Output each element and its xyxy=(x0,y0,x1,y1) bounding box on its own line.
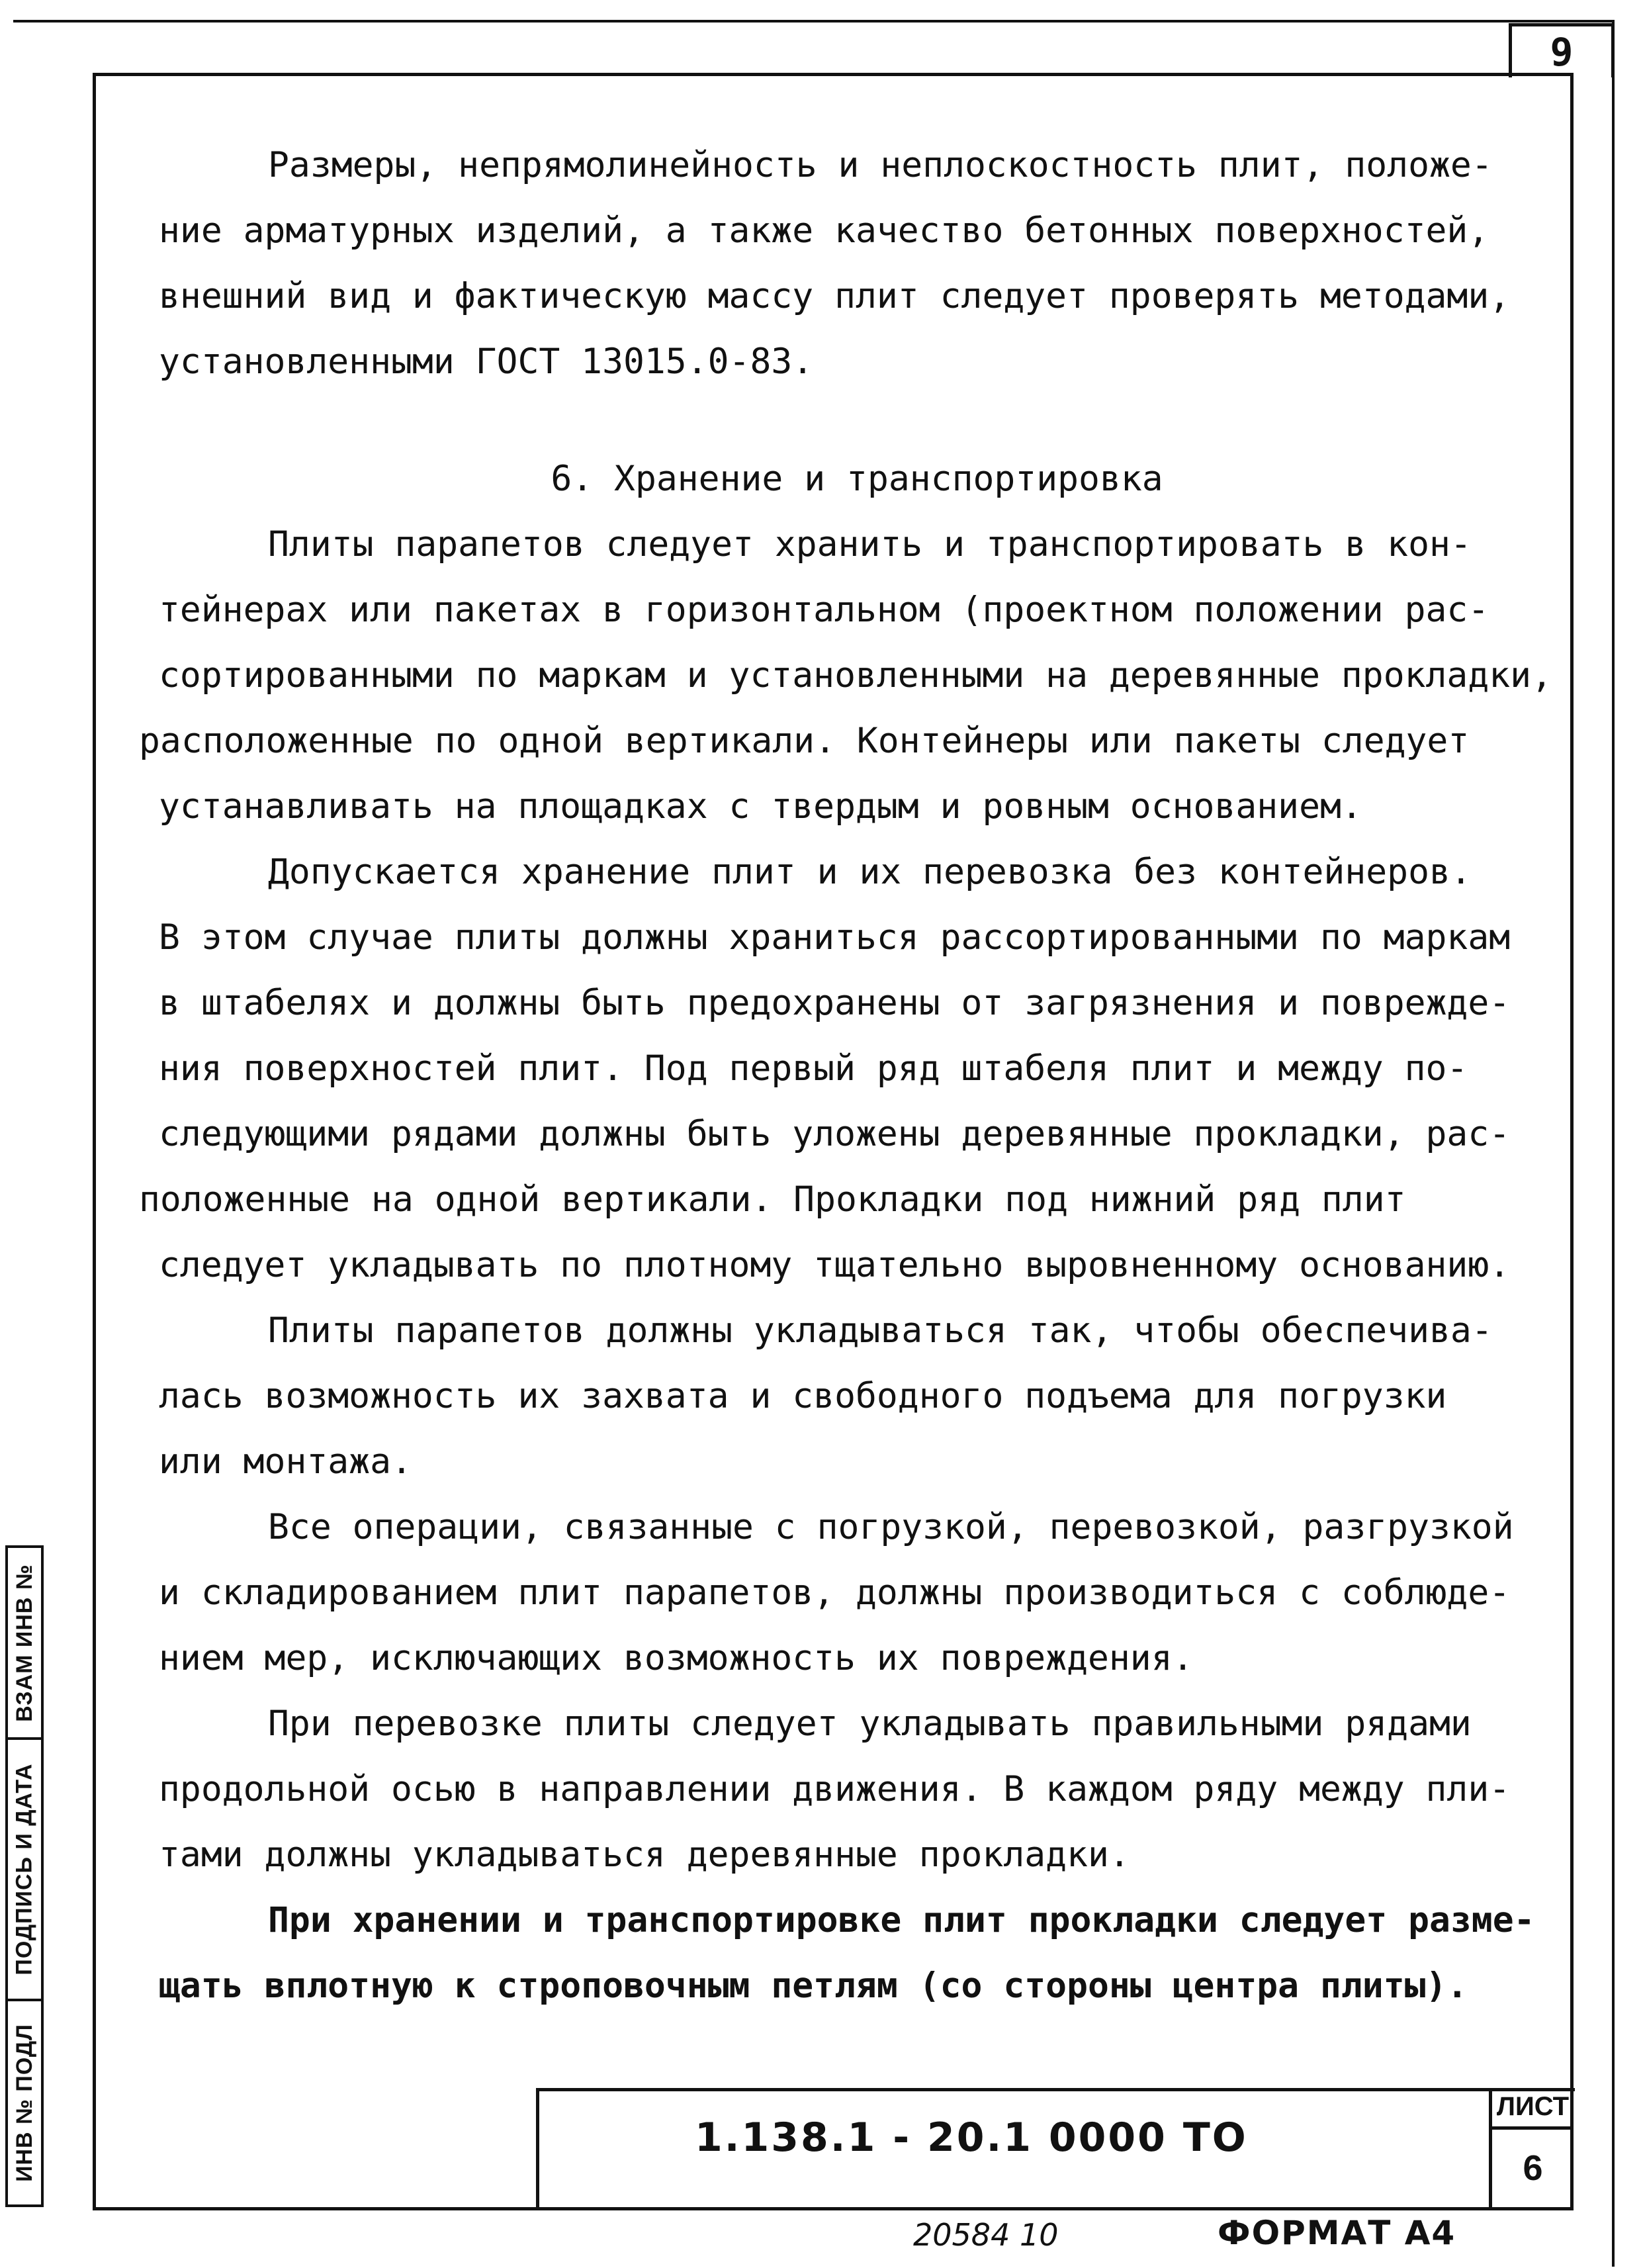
text-line: ние арматурных изделий, а также качество бетонных поверхностей, xyxy=(159,210,1489,251)
text-line: В этом случае плиты должны храниться рассортированными по маркам xyxy=(159,917,1511,958)
page-number-corner: 9 xyxy=(1509,23,1615,77)
text-line: устанавливать на площадках с твердым и ровным основанием. xyxy=(159,786,1362,827)
text-line: установленными ГОСТ 13015.0-83. xyxy=(159,341,814,382)
inventory-number: 20584 10 xyxy=(913,2217,1059,2253)
text-line: следующими рядами должны быть уложены деревянные прокладки, рас- xyxy=(159,1114,1511,1154)
paragraph-spacers xyxy=(159,1887,1555,2019)
binding-cell-inventory xyxy=(8,2001,41,2204)
paragraph-without-containers xyxy=(139,839,1555,1298)
text-line: тами должны укладываться деревянные прокладки. xyxy=(159,1835,1130,1875)
page-right-edge xyxy=(1612,20,1615,2267)
binding-label: ИНВ № ПОДЛ xyxy=(11,2024,37,2182)
text-line: ния поверхностей плит. Под первый ряд штабеля плит и между по- xyxy=(159,1048,1468,1089)
text-line: и складированием плит парапетов, должны производиться с соблюде- xyxy=(159,1572,1511,1613)
paragraph-stacking xyxy=(159,1298,1555,1494)
text-line: внешний вид и фактическую массу плит следует проверять методами, xyxy=(159,276,1511,316)
text-line: в штабелях и должны быть предохранены от загрязнения и поврежде- xyxy=(159,983,1511,1023)
section-heading: 6. Хранение и транспортировка xyxy=(551,459,1163,499)
sheet-label: ЛИСТ xyxy=(1492,2088,1574,2130)
paper-format: ФОРМАТ А4 xyxy=(1218,2214,1456,2252)
text-line: Размеры, непрямолинейность и неплоскостность плит, положе- xyxy=(268,145,1493,185)
text-line: положенные на одной вертикали. Прокладки под нижний ряд плит xyxy=(139,1179,1406,1220)
binding-label: ВЗАМ ИНВ № xyxy=(11,1563,37,1722)
text-line: следует укладывать по плотному тщательно выровненному основанию. xyxy=(159,1245,1511,1285)
binding-strip xyxy=(5,1545,44,2207)
text-line: При хранении и транспортировке плит прокладки следует разме- xyxy=(268,1900,1535,1940)
text-line: Плиты парапетов должны укладываться так, чтобы обеспечива- xyxy=(268,1310,1493,1351)
binding-cell-replacement xyxy=(8,1548,41,1740)
paragraph-storage xyxy=(139,512,1555,839)
text-line: лась возможность их захвата и свободного подъема для погрузки xyxy=(159,1376,1447,1416)
document-body xyxy=(139,132,1555,2019)
page-top-edge xyxy=(13,20,1615,23)
text-line: При перевозке плиты следует укладывать правильными рядами xyxy=(268,1703,1472,1744)
binding-label: ПОДПИСЬ И ДАТА xyxy=(11,1763,37,1975)
sheet-number: 6 xyxy=(1523,2148,1543,2188)
text-line: щать вплотную к строповочным петлям (со стороны центра плиты). xyxy=(159,1966,1468,2006)
text-line: продольной осью в направлении движения. В каждом ряду между пли- xyxy=(159,1769,1511,1809)
text-line: Допускается хранение плит и их перевозка без контейнеров. xyxy=(268,852,1472,892)
document-code: 1.138.1 - 20.1 0000 ТО xyxy=(695,2114,1248,2161)
text-line: расположенные по одной вертикали. Контейнеры или пакеты следует xyxy=(139,721,1470,761)
text-line: нием мер, исключающих возможность их повреждения. xyxy=(159,1638,1194,1678)
paragraph-operations xyxy=(159,1494,1555,1691)
paragraph-inspection xyxy=(159,132,1555,394)
paragraph-transport xyxy=(159,1691,1555,1887)
text-line: сортированными по маркам и установленными на деревянные прокладки, xyxy=(159,655,1552,696)
text-line: Плиты парапетов следует хранить и транспортировать в кон- xyxy=(268,524,1472,565)
text-line: Все операции, связанные с погрузкой, перевозкой, разгрузкой xyxy=(268,1507,1514,1547)
text-line: тейнерах или пакетах в горизонтальном (проектном положении рас- xyxy=(159,590,1489,630)
text-line: или монтажа. xyxy=(159,1441,412,1482)
sheet-box xyxy=(1489,2088,1574,2210)
binding-cell-signature xyxy=(8,1740,41,2001)
